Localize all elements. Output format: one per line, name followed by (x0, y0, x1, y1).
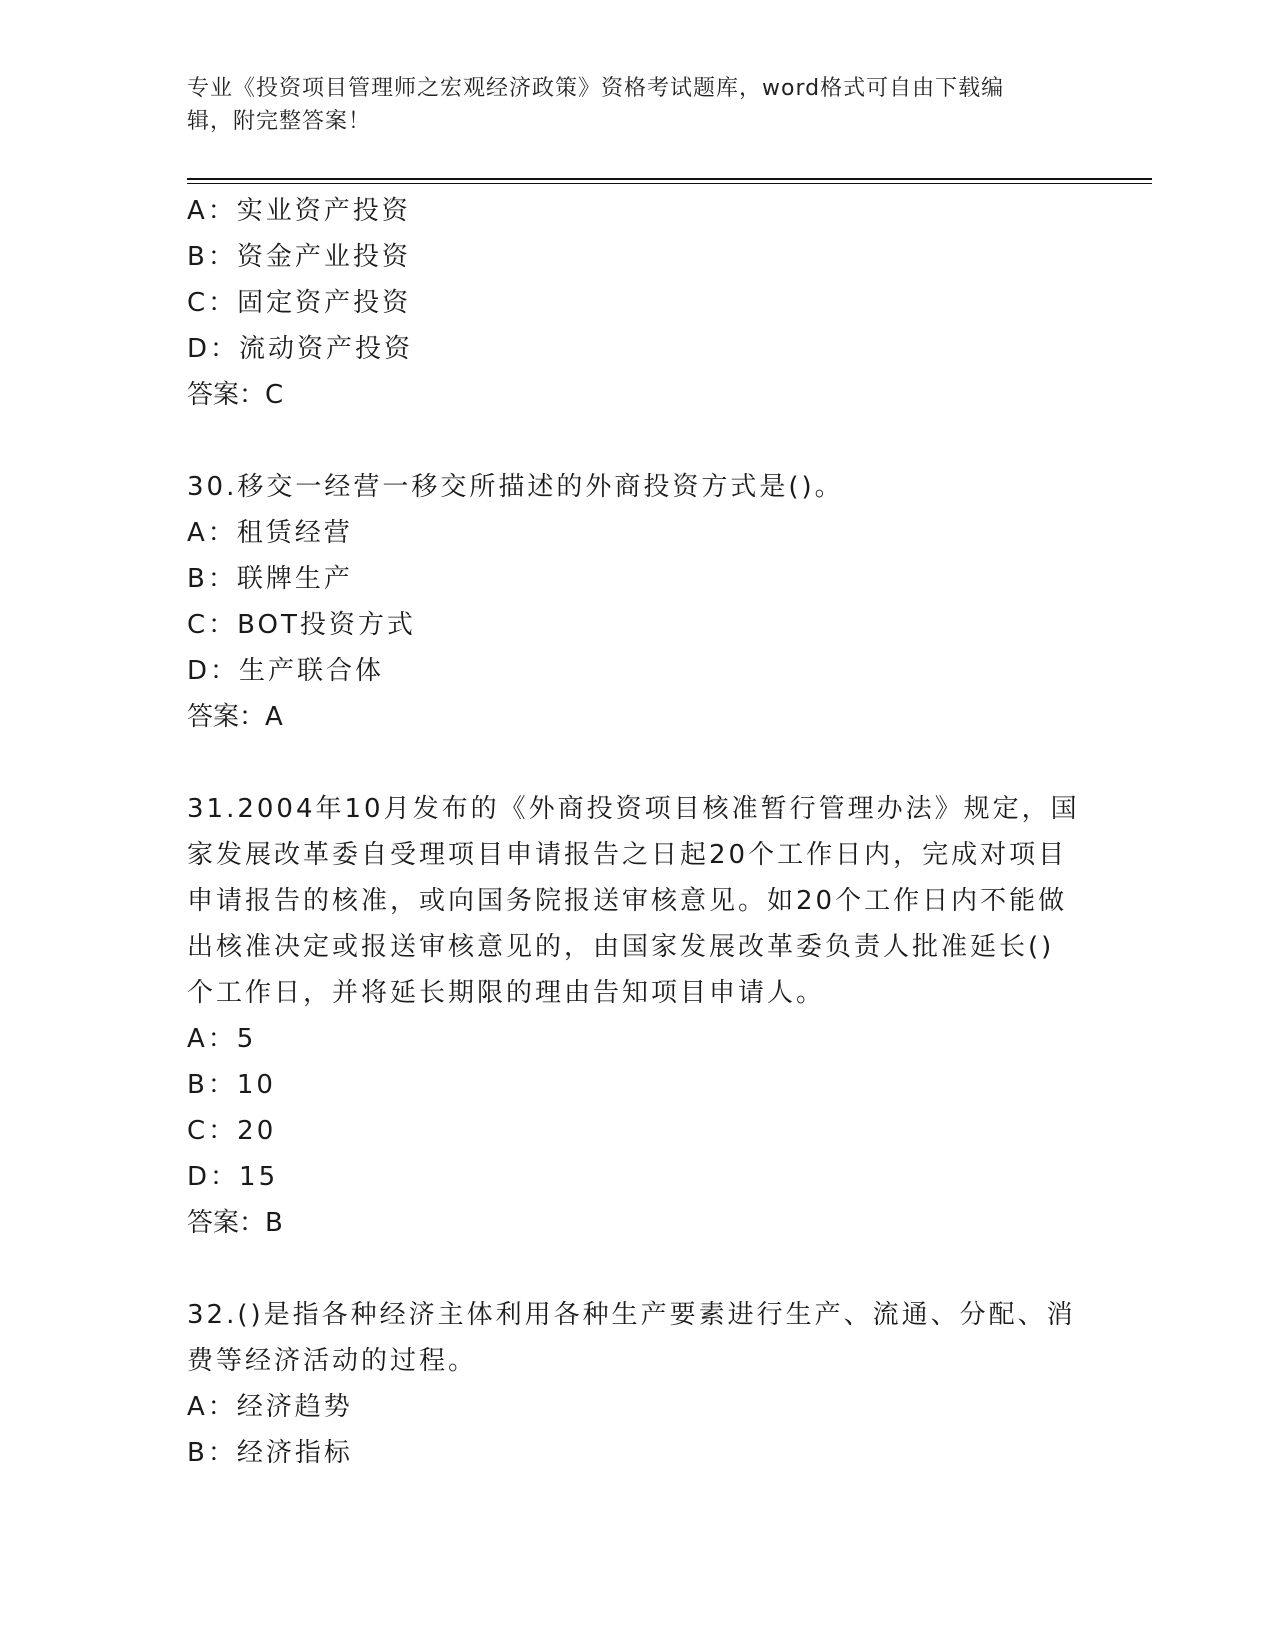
question-29 (187, 188, 1087, 418)
option-a: A：经济趋势 (187, 1392, 353, 1422)
question-stem: 30.移交一经营一移交所描述的外商投资方式是()。 (187, 472, 844, 502)
question-stem-line: 费等经济活动的过程。 (187, 1346, 478, 1376)
option-d: D：15 (187, 1162, 279, 1192)
option-b: B：10 (187, 1070, 276, 1100)
option-c: C：固定资产投资 (187, 288, 412, 318)
option-b: B：经济指标 (187, 1438, 353, 1468)
question-spacer (187, 418, 1087, 464)
document-header (187, 72, 1087, 138)
header-line-1: 专业《投资项目管理师之宏观经济政策》资格考试题库，word格式可自由下载编 (187, 76, 1005, 101)
question-31 (187, 786, 1087, 1246)
answer: 答案：A (187, 702, 283, 732)
question-32 (187, 1292, 1087, 1476)
question-spacer (187, 740, 1087, 786)
option-b: B：资金产业投资 (187, 242, 411, 272)
header-divider-thick (187, 178, 1152, 180)
question-stem-line: 32.()是指各种经济主体利用各种生产要素进行生产、流通、分配、消 (187, 1300, 1076, 1330)
option-d: D：生产联合体 (187, 656, 385, 686)
answer: 答案：B (187, 1208, 283, 1238)
header-divider-thin (187, 183, 1152, 184)
question-30 (187, 464, 1087, 740)
option-a: A：实业资产投资 (187, 196, 411, 226)
option-a: A：租赁经营 (187, 518, 353, 548)
option-c: C：BOT投资方式 (187, 610, 416, 640)
question-spacer (187, 1246, 1087, 1292)
option-c: C：20 (187, 1116, 277, 1146)
question-stem-line: 家发展改革委自受理项目申请报告之日起20个工作日内，完成对项目 (187, 840, 1068, 870)
header-line-2: 辑，附完整答案！ (187, 109, 372, 134)
option-b: B：联牌生产 (187, 564, 353, 594)
question-stem-line: 个工作日，并将延长期限的理由告知项目申请人。 (187, 978, 826, 1008)
question-stem-line: 申请报告的核准，或向国务院报送审核意见。如20个工作日内不能做 (187, 886, 1068, 916)
answer: 答案：C (187, 380, 284, 410)
question-stem-line: 31.2004年10月发布的《外商投资项目核准暂行管理办法》规定，国 (187, 794, 1080, 824)
option-d: D：流动资产投资 (187, 334, 414, 364)
question-stem-line: 出核准决定或报送审核意见的，由国家发展改革委负责人批准延长() (187, 932, 1055, 962)
question-list (187, 188, 1087, 1476)
option-a: A：5 (187, 1024, 257, 1054)
